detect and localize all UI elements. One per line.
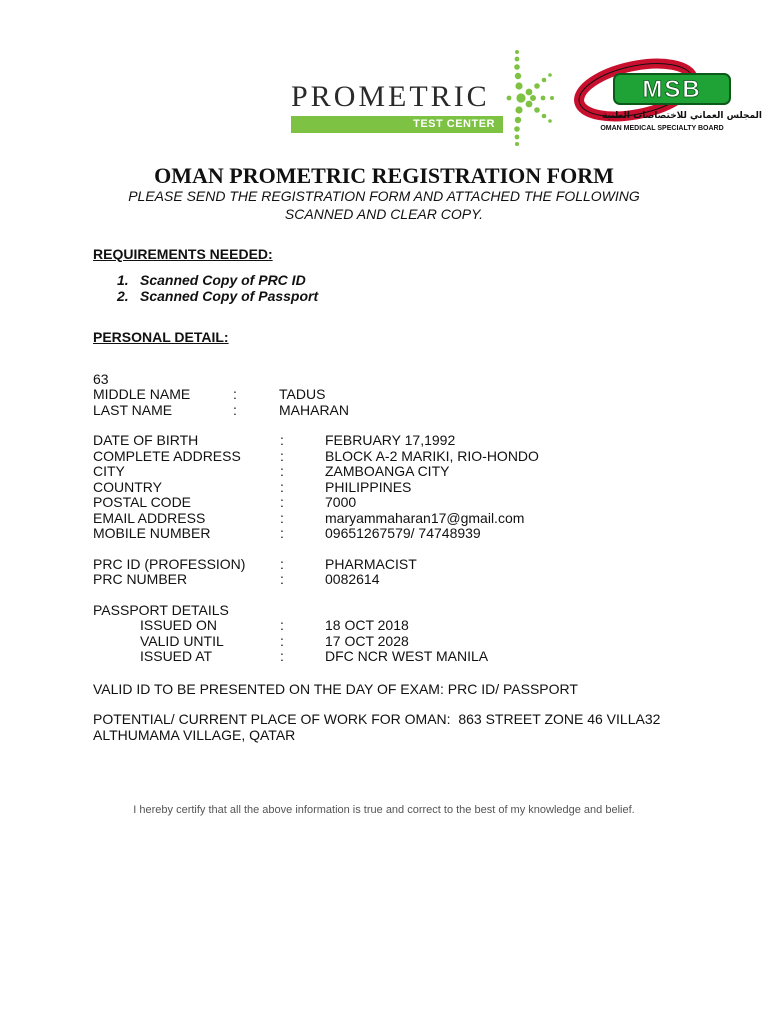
detail-label: MOBILE NUMBER [93,525,211,541]
detail-colon: : [280,525,284,541]
detail-colon: : [280,571,284,587]
msb-logo-text: MSB [642,76,702,103]
detail-label: VALID UNTIL [140,633,224,649]
detail-colon: : [280,510,284,526]
requirement-item: 2. Scanned Copy of Passport [117,288,319,304]
detail-row-last-name [93,403,493,419]
msb-arabic-text: المجلس العماني للاختصاصات الطبية [601,111,763,121]
detail-colon: : [280,463,284,479]
detail-row-issued-at [93,649,593,665]
detail-value: 17 OCT 2028 [325,633,409,649]
detail-row-postal-code [93,495,593,511]
detail-colon: : [280,633,284,649]
detail-colon: : [280,556,284,572]
detail-value: maryammaharan17@gmail.com [325,510,525,526]
place-of-work-line-1: POTENTIAL/ CURRENT PLACE OF WORK FOR OMAN: 863 STREET ZONE 46 VILLA32 [93,711,661,727]
prometric-wordmark: PROMETRIC [291,80,490,113]
detail-label: EMAIL ADDRESS [93,510,206,526]
detail-colon: : [280,617,284,633]
detail-value: MAHARAN [279,402,350,418]
detail-row-date-of-birth [93,433,593,449]
prometric-dots-icon [505,48,575,148]
instruction-line-1: PLEASE SEND THE REGISTRATION FORM AND ATTACHED THE FOLLOWING [128,188,640,204]
detail-row-issued-on [93,618,593,634]
detail-label: COUNTRY [93,479,162,495]
detail-value: FEBRUARY 17,1992 [325,432,456,448]
detail-label: LAST NAME [93,402,173,418]
detail-colon: : [233,402,237,418]
detail-label: COMPLETE ADDRESS [93,448,241,464]
detail-row-prc-number [93,572,593,588]
detail-value: TADUS [279,386,326,402]
detail-value: 09651267579/ 74748939 [325,525,481,541]
detail-value: PHARMACIST [325,556,417,572]
detail-colon: : [280,432,284,448]
passport-details-heading: PASSPORT DETAILS [93,602,229,618]
detail-label: PRC ID (PROFESSION) [93,556,246,572]
detail-label: POSTAL CODE [93,494,192,510]
msb-logo-icon [570,54,763,136]
detail-row-mobile-number [93,526,593,542]
place-of-work-line-2: ALTHUMAMA VILLAGE, QATAR [93,727,296,743]
detail-label: DATE OF BIRTH [93,432,199,448]
detail-row-city [93,464,593,480]
detail-colon: : [233,386,237,402]
detail-value: PHILIPPINES [325,479,412,495]
detail-value: DFC NCR WEST MANILA [325,648,489,664]
test-center-bar: TEST CENTER [291,116,503,133]
place-of-work-statement [93,711,693,743]
personal-detail-heading: PERSONAL DETAIL: [93,329,229,345]
detail-label: CITY [93,463,125,479]
detail-value: 18 OCT 2018 [325,617,409,633]
detail-label: ISSUED ON [140,617,218,633]
detail-value: 0082614 [325,571,380,587]
detail-colon: : [280,648,284,664]
msb-english-text: OMAN MEDICAL SPECIALTY BOARD [600,125,724,132]
detail-value: ZAMBOANGA CITY [325,463,450,479]
detail-label: ISSUED AT [140,648,213,664]
detail-label: PRC NUMBER [93,571,188,587]
form-title: OMAN PROMETRIC REGISTRATION FORM [154,163,614,188]
detail-value: 7000 [325,494,357,510]
detail-colon: : [280,448,284,464]
detail-label: MIDDLE NAME [93,386,191,402]
requirements-list [117,272,318,304]
detail-colon: : [280,479,284,495]
instruction-text [0,187,768,223]
detail-value: BLOCK A-2 MARIKI, RIO-HONDO [325,448,539,464]
detail-row-middle-name [93,387,493,403]
requirement-item: 1. Scanned Copy of PRC ID [117,272,306,288]
requirements-heading: REQUIREMENTS NEEDED: [93,246,273,262]
detail-colon: : [280,494,284,510]
first-line-value: 63 [93,371,109,387]
certification-statement: I hereby certify that all the above information is true and correct to the best of my knowledge and belief. [133,804,635,816]
instruction-line-2: SCANNED AND CLEAR COPY. [284,206,484,222]
valid-id-statement: VALID ID TO BE PRESENTED ON THE DAY OF EXAM: PRC ID/ PASSPORT [93,681,578,697]
